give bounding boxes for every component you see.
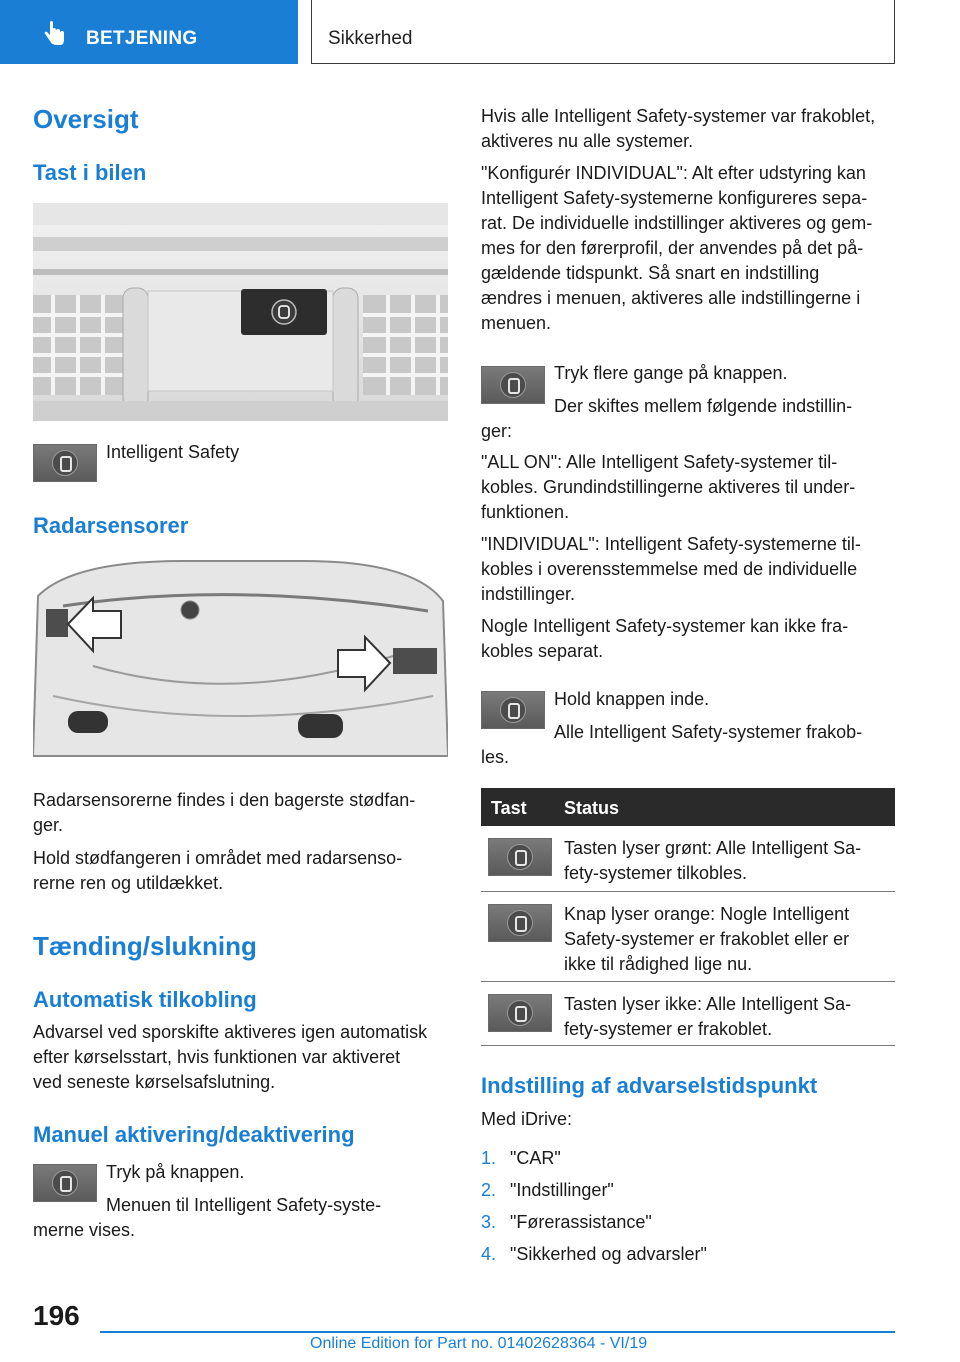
right-text-2e: gældende tidspunkt. Så snart en indstilling (481, 263, 820, 283)
section-heading-auto: Automatisk tilkobling (33, 987, 257, 1012)
auto-text-c: ved seneste kørselsafslutning. (33, 1072, 276, 1092)
right-text-4a: "INDIVIDUAL": Intelligent Safety-systemerne til- (481, 534, 861, 554)
intelligent-safety-button-icon (481, 691, 545, 729)
right-text-2f: ændres i menuen, aktiveres alle indstillingerne i (481, 288, 861, 308)
right-text-2d: mes for den førerprofil, der anvendes på det på- (481, 238, 864, 258)
right-text-2c: rat. De individuelle indstillinger aktiveres og gem- (481, 213, 873, 233)
section-title-switch: Tænding/slukning (33, 931, 257, 961)
press-text-2a: Der skiftes mellem følgende indstillin- (554, 396, 853, 416)
page-number: 196 (33, 1300, 80, 1331)
hold-text-2b: les. (481, 747, 510, 767)
section-heading-radar: Radarsensorer (33, 513, 189, 538)
table-cell-status: Tasten lyser grønt: Alle Intelligent Sa- (564, 838, 862, 858)
radar-text-1a: Radarsensorerne findes i den bagerste stødfan- (33, 790, 416, 810)
right-text-3b: kobles. Grundindstillingerne aktiveres til under- (481, 477, 856, 497)
table-cell-status: ikke til rådighed lige nu. (564, 954, 753, 974)
right-text-4b: kobles i overensstemmelse med de individuelle (481, 559, 858, 579)
footer-edition: Online Edition for Part no. 01402628364 - VI/19 (310, 1335, 648, 1352)
right-text-1b: aktiveres nu alle systemer. (481, 131, 694, 151)
intelligent-safety-button-icon (488, 838, 552, 876)
table-cell-status: fety-systemer er frakoblet. (564, 1019, 773, 1039)
auto-text-a: Advarsel ved sporskifte aktiveres igen automatisk (33, 1022, 428, 1042)
hold-text-1: Hold knappen inde. (554, 689, 710, 709)
right-text-3a: "ALL ON": Alle Intelligent Safety-systemer til- (481, 452, 838, 472)
column-header-key: Tast (491, 798, 527, 818)
radar-text-2a: Hold stødfangeren i området med radarsenso- (33, 848, 403, 868)
right-text-2a: "Konfigurér INDIVIDUAL": Alt efter udstyring kan (481, 163, 866, 183)
intelligent-safety-button-icon (488, 904, 552, 942)
key-caption: Intelligent Safety (106, 442, 240, 462)
table-header (481, 788, 895, 826)
step-text: "Indstillinger" (510, 1180, 614, 1200)
manual-text-2a: Menuen til Intelligent Safety-syste- (106, 1195, 382, 1215)
step-number: 4. (481, 1244, 497, 1264)
step-text: "Førerassistance" (510, 1212, 652, 1232)
dashboard-button-image (33, 203, 448, 421)
table-row (481, 982, 895, 1046)
step-text: "CAR" (510, 1148, 561, 1168)
step-number: 1. (481, 1148, 497, 1168)
footer-divider (100, 1331, 895, 1333)
idrive-label: Med iDrive: (481, 1109, 573, 1129)
intelligent-safety-button-icon (33, 444, 97, 482)
section-heading-warning-time: Indstilling af advarselstidspunkt (481, 1073, 818, 1098)
hand-pointer-icon (40, 20, 68, 48)
section-heading-key: Tast i bilen (33, 160, 147, 185)
right-text-1a: Hvis alle Intelligent Safety-systemer var frakoblet, (481, 106, 876, 126)
right-text-2b: Intelligent Safety-systemerne konfigureres sepa- (481, 188, 868, 208)
manual-text-2b: merne vises. (33, 1220, 136, 1240)
auto-text-b: efter kørselsstart, hvis funktionen var aktiveret (33, 1047, 401, 1067)
table-row (481, 826, 895, 892)
step-number: 2. (481, 1180, 497, 1200)
table-cell-status: fety-systemer tilkobles. (564, 863, 748, 883)
chapter-label: Sikkerhed (328, 28, 413, 49)
table-cell-status: Tasten lyser ikke: Alle Intelligent Sa- (564, 994, 852, 1014)
hold-text-2a: Alle Intelligent Safety-systemer frakob- (554, 722, 863, 742)
right-text-3c: funktionen. (481, 502, 570, 522)
step-number: 3. (481, 1212, 497, 1232)
table-cell-status: Knap lyser orange: Nogle Intelligent (564, 904, 850, 924)
step-text: "Sikkerhed og advarsler" (510, 1244, 707, 1264)
status-table (481, 788, 895, 1046)
right-text-2g: menuen. (481, 313, 552, 333)
chapter-header (311, 0, 895, 64)
page-title: Oversigt (33, 104, 139, 134)
section-label: BETJENING (86, 28, 198, 49)
section-heading-manual: Manuel aktivering/deaktivering (33, 1122, 355, 1147)
manual-text-1: Tryk på knappen. (106, 1162, 245, 1182)
press-text-1: Tryk flere gange på knappen. (554, 363, 788, 383)
right-text-4c: indstillinger. (481, 584, 576, 604)
car-rear-radar-image (33, 556, 448, 776)
table-row (481, 892, 895, 982)
radar-text-1b: ger. (33, 815, 64, 835)
right-text-5b: kobles separat. (481, 641, 604, 661)
table-cell-status: Safety-systemer er frakoblet eller er (564, 929, 850, 949)
press-text-2b: ger: (481, 421, 513, 441)
column-header-status: Status (564, 798, 620, 818)
right-text-5a: Nogle Intelligent Safety-systemer kan ikke fra- (481, 616, 849, 636)
section-tab[interactable] (0, 0, 298, 64)
radar-text-2b: rerne ren og utildækket. (33, 873, 224, 893)
intelligent-safety-button-icon (488, 994, 552, 1032)
intelligent-safety-button-icon (33, 1164, 97, 1202)
intelligent-safety-button-icon (481, 366, 545, 404)
